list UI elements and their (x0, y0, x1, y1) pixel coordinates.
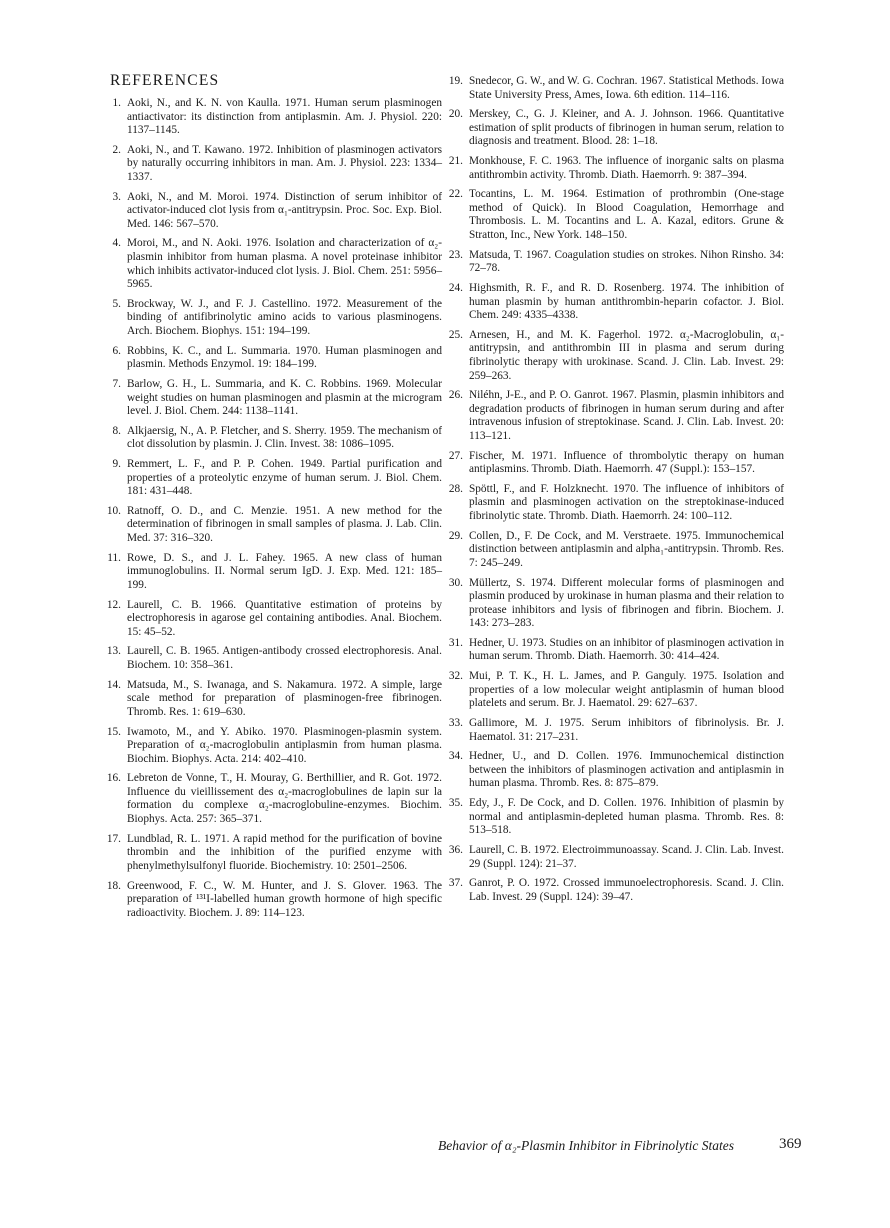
references-column-left (102, 97, 442, 926)
references-column-right (444, 75, 784, 911)
reference-item: 9. Remmert, L. F., and P. P. Cohen. 1949. Partial purification and properties of a proteolytic enzyme of human serum. J. Biol. Chem. 181: 431–448. (112, 458, 442, 498)
reference-item: 26. Niléhn, J-E., and P. O. Ganrot. 1967. Plasmin, plasmin inhibitors and degradation products of fibrinogen in human serum during and after intravenous infusion of streptokinase. Scand. J. Clin. Lab. Invest. 20: 113–121. (448, 389, 784, 442)
reference-item: 27. Fischer, M. 1971. Influence of thrombolytic therapy on human antiplasmins. Thromb. Diath. Haemorrh. 47 (Suppl.): 153–157. (448, 449, 784, 476)
reference-item: 22. Tocantins, L. M. 1964. Estimation of prothrombin (One-stage method of Quick). In Blood Coagulation, Hemorrhage and Thrombosis. L. M. Tocantins and L. A. Kazal, editors. Grune & Stratton, Inc., New York. 148–150. (448, 188, 784, 242)
reference-list-right (444, 75, 784, 904)
reference-item: 6. Robbins, K. C., and L. Summaria. 1970. Human plasminogen and plasmin. Methods Enzymol. 19: 184–199. (112, 344, 442, 371)
reference-list-left (102, 97, 442, 920)
reference-item: 16. Lebreton de Vonne, T., H. Mouray, G. Berthillier, and R. Got. 1972. Influence du vieillissement des α₂-macroglobulines de lapin sur la formation du complexe α₂-macroglobuline-enzymes. Biochim. Biophys. Acta. 257: 365–371. (106, 772, 442, 825)
reference-item: 17. Lundblad, R. L. 1971. A rapid method for the purification of bovine thrombin and the inhibition of the purified enzyme with phenylmethylsulfonyl fluoride. Biochemistry. 10: 2501–2506. (106, 832, 442, 872)
reference-item: 14. Matsuda, M., S. Iwanaga, and S. Nakamura. 1972. A simple, large scale method for preparation of plasminogen-free fibrinogen. Thromb. Res. 1: 619–630. (106, 678, 442, 718)
reference-item: 29. Collen, D., F. De Cock, and M. Verstraete. 1975. Immunochemical distinction between antiplasmin and alpha₁-antitrypsin. Thromb. Res. 7: 245–249. (448, 529, 784, 569)
reference-item: 13. Laurell, C. B. 1965. Antigen-antibody crossed electrophoresis. Anal. Biochem. 10: 358–361. (106, 645, 442, 671)
reference-item: 21. Monkhouse, F. C. 1963. The influence of inorganic salts on plasma antithrombin activity. Thromb. Diath. Haemorrh. 9: 387–394. (448, 155, 784, 181)
reference-item: 35. Edy, J., F. De Cock, and D. Collen. 1976. Inhibition of plasmin by normal and antiplasmin-depleted human plasma. Thromb. Res. 8: 513–518. (448, 797, 784, 837)
reference-item: 31. Hedner, U. 1973. Studies on an inhibitor of plasminogen activation in human serum. Thromb. Diath. Haemorrh. 30: 414–424. (448, 636, 784, 663)
reference-item: 15. Iwamoto, M., and Y. Abiko. 1970. Plasminogen-plasmin system. Preparation of α₂-macroglobulin antiplasmin from human plasma. Biochim. Biophys. Acta. 214: 402–410. (106, 725, 442, 765)
reference-item: 8. Alkjaersig, N., A. P. Fletcher, and S. Sherry. 1959. The mechanism of clot dissolution by plasmin. J. Clin. Invest. 38: 1086–1095. (112, 424, 442, 451)
reference-item: 7. Barlow, G. H., L. Summaria, and K. C. Robbins. 1969. Molecular weight studies on human plasminogen and plasmin at the microgram level. J. Biol. Chem. 244: 1138–1141. (112, 377, 442, 418)
page-number: 369 (779, 1136, 802, 1152)
reference-item: 28. Spöttl, F., and F. Holzknecht. 1970. The influence of inhibitors of plasmin and plasminogen activation on the streptokinase-induced fibrinolytic state. Thromb. Diath. Haemorrh. 24: 100–112. (448, 482, 784, 522)
reference-item: 30. Müllertz, S. 1974. Different molecular forms of plasminogen and plasmin produced by urokinase in human plasma and their relation to protease inhibitors and lysis of fibrinogen and fibrin. Biochem. J. 143: 273–283. (448, 576, 784, 630)
reference-item: 23. Matsuda, T. 1967. Coagulation studies on strokes. Nihon Rinsho. 34: 72–78. (448, 248, 784, 275)
reference-item: 32. Mui, P. T. K., H. L. James, and P. Ganguly. 1975. Isolation and properties of a low molecular weight antiplasmin of human blood platelets and serum. Br. J. Haematol. 29: 627–637. (448, 670, 784, 710)
reference-item: 34. Hedner, U., and D. Collen. 1976. Immunochemical distinction between the inhibitors of plasminogen activation and antiplasmin in human plasma. Thromb. Res. 8: 875–879. (448, 750, 784, 790)
reference-item: 2. Aoki, N., and T. Kawano. 1972. Inhibition of plasminogen activators by naturally occurring inhibitors in man. Am. J. Physiol. 223: 1334–1337. (112, 143, 442, 183)
reference-item: 4. Moroi, M., and N. Aoki. 1976. Isolation and characterization of α₂-plasmin inhibitor from human plasma. A novel proteinase inhibitor which inhibits activator-induced clot lysis. J. Biol. Chem. 251: 5956–5965. (112, 237, 442, 291)
running-title: Behavior of α₂-Plasmin Inhibitor in Fibrinolytic States (438, 1138, 734, 1153)
reference-item: 36. Laurell, C. B. 1972. Electroimmunoassay. Scand. J. Clin. Lab. Invest. 29 (Suppl. 124): 21–37. (448, 843, 784, 870)
reference-item: 10. Ratnoff, O. D., and C. Menzie. 1951. A new method for the determination of fibrinogen in small samples of plasma. J. Lab. Clin. Med. 37: 316–320. (106, 504, 442, 544)
references-heading: REFERENCES (110, 72, 220, 89)
reference-item: 5. Brockway, W. J., and F. J. Castellino. 1972. Measurement of the binding of antifibrinolytic amino acids to various plasminogens. Arch. Biochem. Biophys. 151: 194–199. (112, 297, 442, 337)
reference-item: 24. Highsmith, R. F., and R. D. Rosenberg. 1974. The inhibition of human plasmin by human antithrombin-heparin cofactor. J. Biol. Chem. 249: 4335–4338. (448, 282, 784, 322)
reference-item: 11. Rowe, D. S., and J. L. Fahey. 1965. A new class of human immunoglobulins. II. Normal serum IgD. J. Exp. Med. 121: 185–199. (107, 551, 442, 591)
reference-item: 37. Ganrot, P. O. 1972. Crossed immunoelectrophoresis. Scand. J. Clin. Lab. Invest. 29 (Suppl. 124): 39–47. (448, 877, 784, 903)
reference-item: 1. Aoki, N., and K. N. von Kaulla. 1971. Human serum plasminogen antiactivator: its distinction from antiplasmin. Am. J. Physiol. 220: 1137–1145. (112, 97, 442, 137)
reference-item: 12. Laurell, C. B. 1966. Quantitative estimation of proteins by electrophoresis in agarose gel containing antibodies. Anal. Biochem. 15: 45–52. (106, 598, 442, 638)
reference-item: 33. Gallimore, M. J. 1975. Serum inhibitors of fibrinolysis. Br. J. Haematol. 31: 217–231. (448, 717, 784, 743)
reference-item: 25. Arnesen, H., and M. K. Fagerhol. 1972. α₂-Macroglobulin, α₁-antitrypsin, and antithrombin III in plasma and serum during fibrinolytic therapy with urokinase. Scand. J. Clin. Lab. Invest. 29: 259–263. (448, 328, 784, 382)
reference-item: 19. Snedecor, G. W., and W. G. Cochran. 1967. Statistical Methods. Iowa State University Press, Ames, Iowa. 6th edition. 114–116. (448, 75, 784, 101)
reference-item: 3. Aoki, N., and M. Moroi. 1974. Distinction of serum inhibitor of activator-induced clot lysis from α₁-antitrypsin. Proc. Soc. Exp. Biol. Med. 146: 567–570. (112, 190, 442, 230)
reference-item: 20. Merskey, C., G. J. Kleiner, and A. J. Johnson. 1966. Quantitative estimation of split products of fibrinogen in human serum, relation to diagnosis and treatment. Blood. 28: 1–18. (448, 108, 784, 148)
reference-item: 18. Greenwood, F. C., W. M. Hunter, and J. S. Glover. 1963. The preparation of ¹³¹I-labelled human growth hormone of high specific radioactivity. Biochem. J. 89: 114–123. (106, 879, 442, 919)
